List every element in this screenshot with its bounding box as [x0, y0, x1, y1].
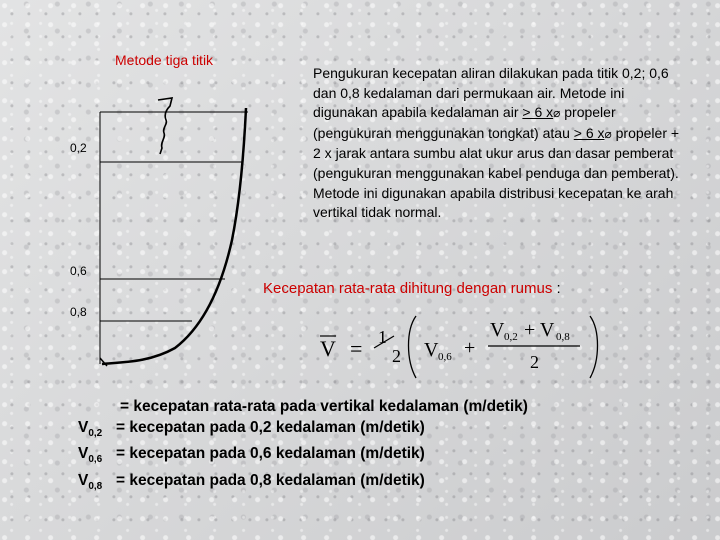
definition-symbol: $V_{0,6}$ — [78, 445, 103, 466]
formula-equals: = — [350, 336, 363, 361]
formula-lhs: V — [320, 336, 336, 361]
definition-symbol: $V_{0,8}$ — [78, 471, 103, 492]
definition-row — [78, 397, 528, 418]
depth-label-0-8: 0,8 — [70, 305, 87, 319]
definition-row — [78, 418, 528, 445]
current-meter-icon — [158, 98, 172, 154]
formula-half-denominator: 2 — [392, 346, 401, 366]
definition-text: = kecepatan rata-rata pada vertikal kedalaman (m/detik) — [120, 398, 528, 415]
formula-colon: : — [556, 280, 561, 297]
description-part-2: propeler (pengukuran menggunakan tongkat) atau — [313, 104, 616, 141]
ge-sign-2: > 6 x — [573, 124, 605, 141]
definition-symbol: $V_{0,2}$ — [78, 418, 103, 439]
formula-right-paren — [590, 316, 598, 378]
ge-sign-1: > 6 x — [522, 104, 554, 121]
definition-row — [78, 444, 528, 471]
velocity-curve — [102, 108, 246, 364]
formula-v06: V — [424, 339, 439, 361]
propeller-diameter-icon-2: ⌀ — [604, 126, 612, 141]
formula-intro — [263, 280, 561, 297]
formula-intro-text: Kecepatan rata-rata dihitung dengan rumus — [263, 280, 553, 297]
propeller-diameter-icon: ⌀ — [553, 106, 561, 121]
definition-text: = kecepatan pada 0,8 kedalaman (m/detik) — [116, 471, 425, 489]
formula-plus: + — [464, 337, 476, 359]
description-part-1: Pengukuran kecepatan aliran dilakukan pada titik 0,2; 0,6 dan 0,8 kedalaman dari permukaan air. Metode ini digunakan apabila kedalaman air — [313, 65, 669, 121]
formula-plus-v08: + V — [524, 319, 555, 341]
definition-text: = kecepatan pada 0,6 kedalaman (m/detik) — [116, 445, 425, 463]
average-velocity-formula — [310, 310, 620, 385]
slide-title: Metode tiga titik — [115, 52, 214, 68]
depth-label-0-2: 0,2 — [70, 141, 87, 155]
variable-definitions — [78, 397, 528, 497]
formula-v02-sub: 0,2 — [504, 331, 518, 343]
depth-label-0-6: 0,6 — [70, 264, 87, 278]
definition-row — [78, 471, 528, 498]
formula-denominator: 2 — [530, 352, 539, 372]
formula-v08-sub: 0,8 — [556, 331, 570, 343]
formula-left-paren — [409, 316, 417, 378]
definition-text: = kecepatan pada 0,2 kedalaman (m/detik) — [116, 418, 425, 436]
description-part-3: propeler + 2 x jarak antara sumbu alat ukur arus dan dasar pemberat (pengukuran menggunakan kabel penduga dan pemberat). Metode ini digunakan apabila distribusi kecepatan ke arah vertikal tidak normal. — [313, 124, 680, 221]
formula-v06-sub: 0,6 — [438, 351, 452, 363]
formula-half-numerator: 1 — [378, 327, 387, 347]
formula-v02: V — [490, 319, 505, 341]
